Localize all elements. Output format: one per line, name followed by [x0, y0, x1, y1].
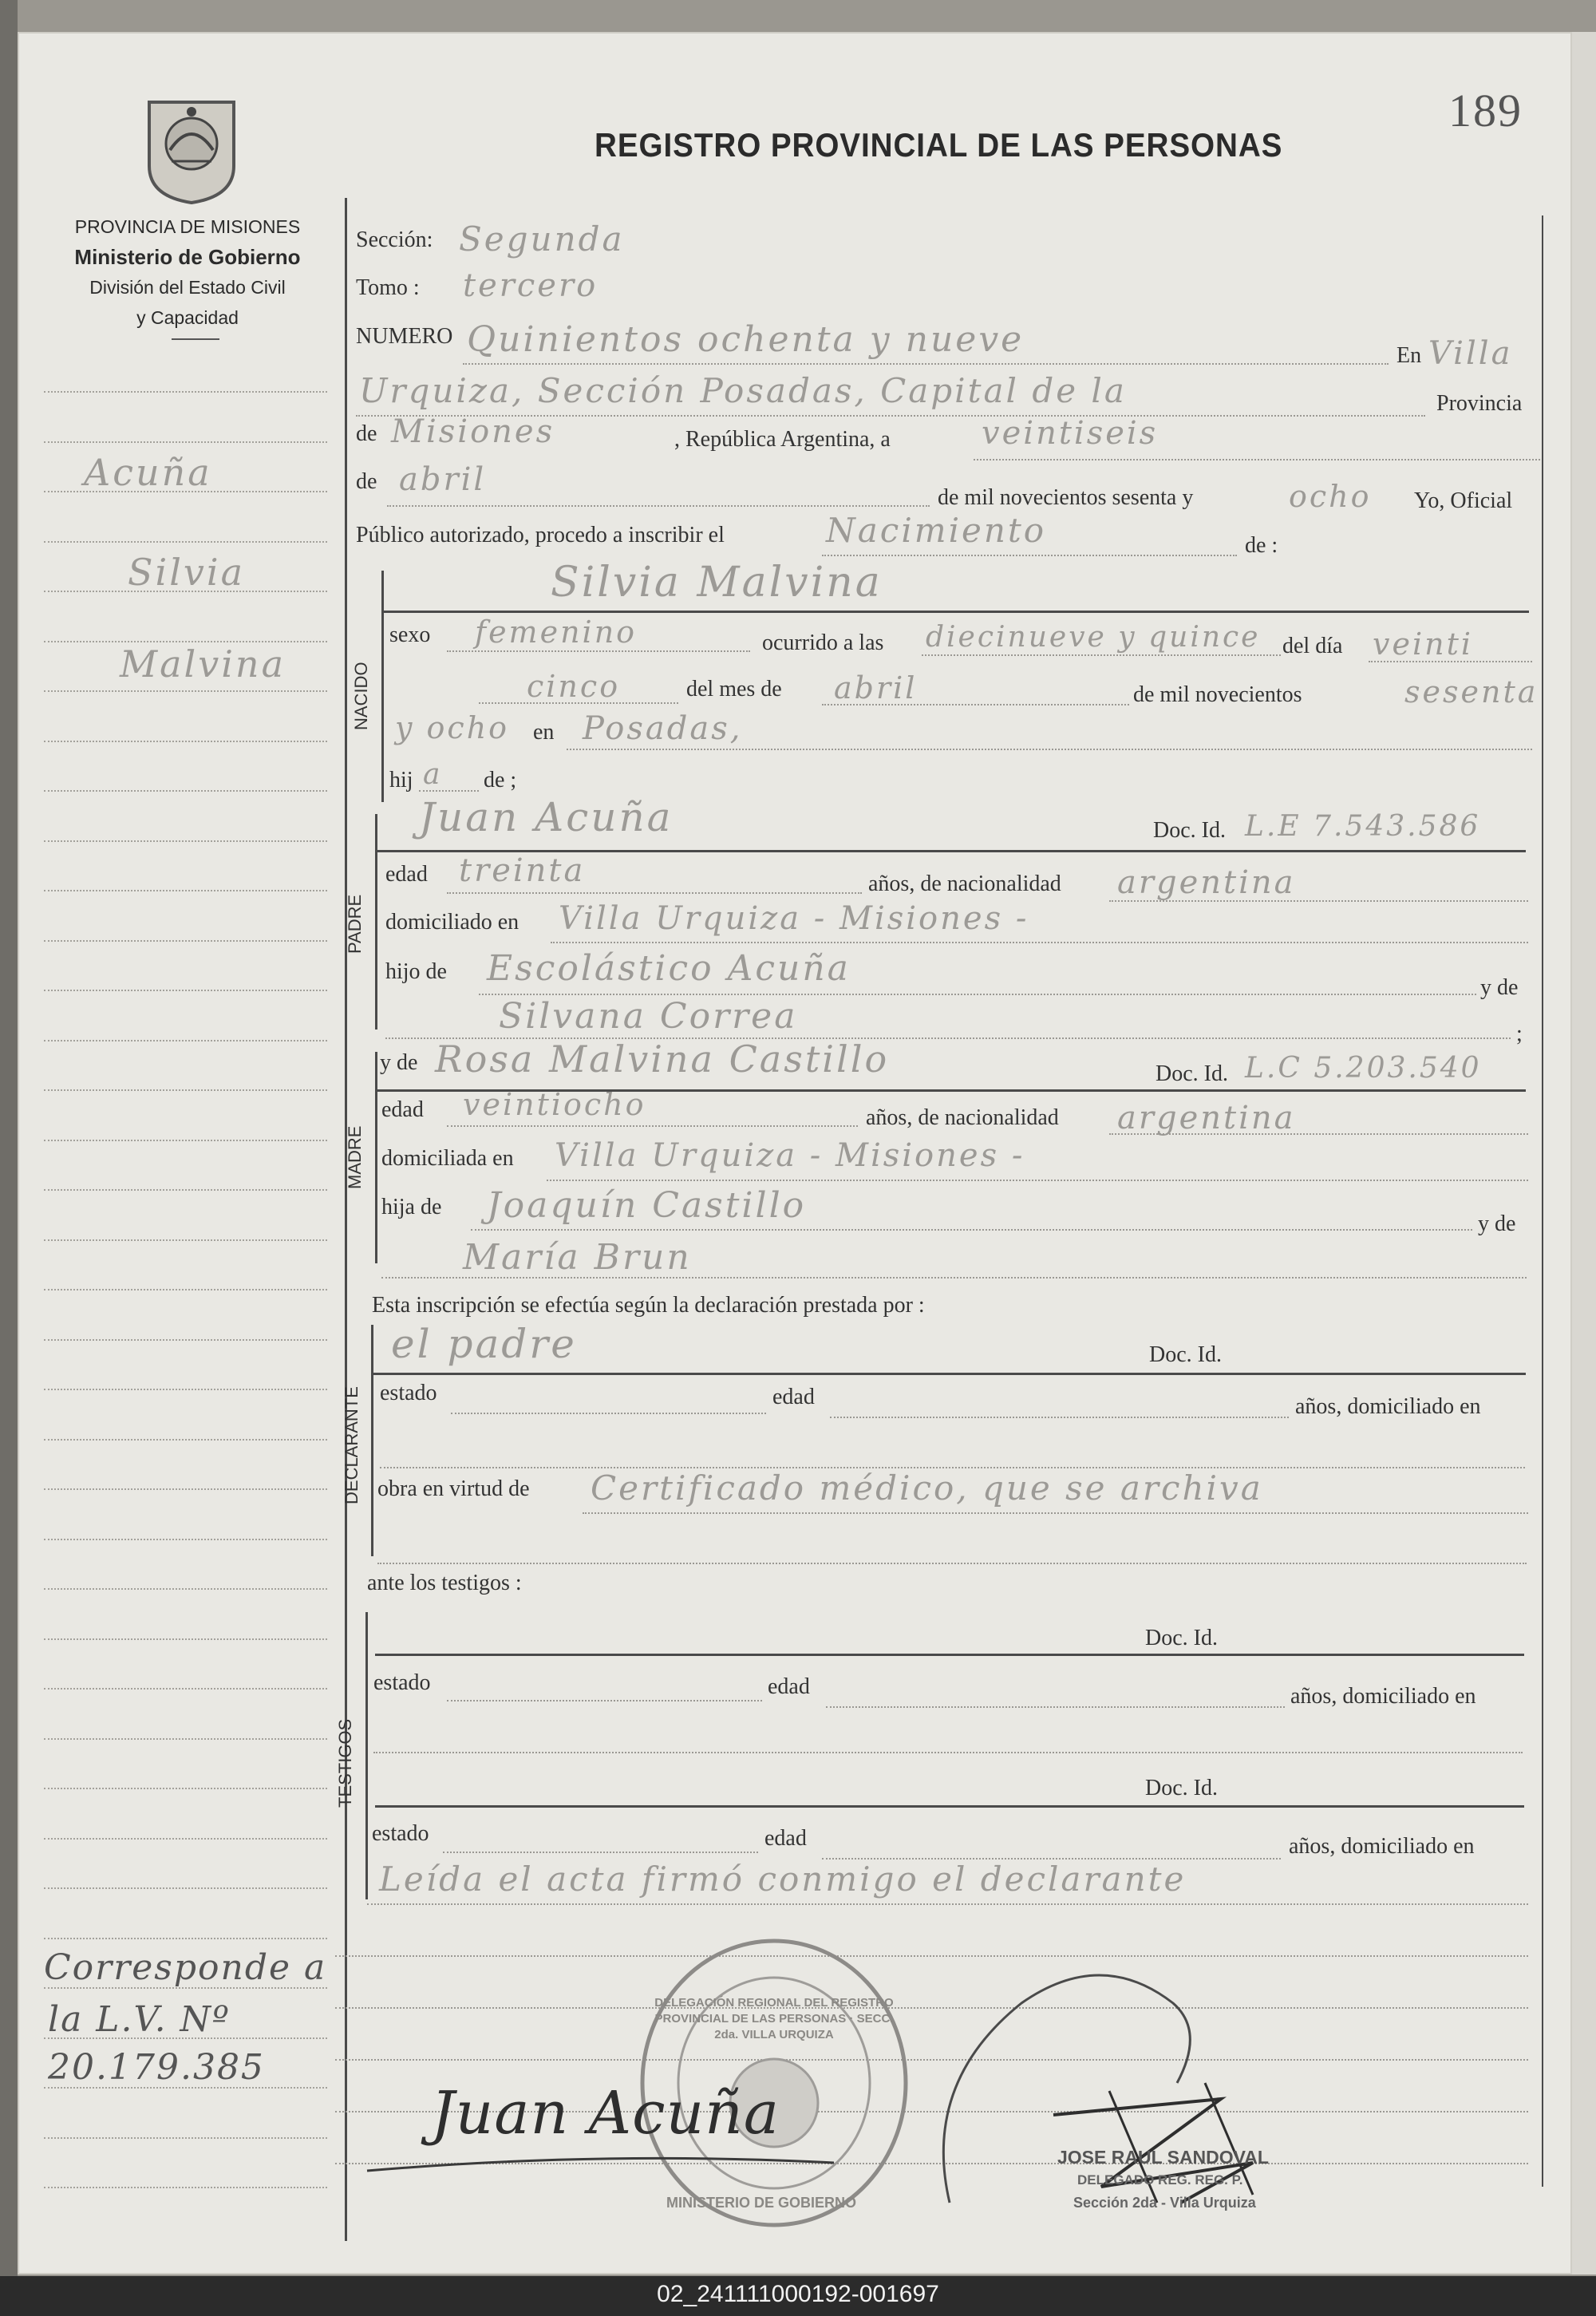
issuer-capacity: y Capacidad [136, 307, 239, 328]
label-sexo: sexo [389, 622, 431, 647]
label-padre-edad: edad [385, 862, 428, 887]
signature-scribble-icon [918, 1947, 1365, 2235]
value-madre-edad: veintiocho [463, 1087, 646, 1122]
label-de-mil-novecientos: de mil novecientos [1133, 682, 1302, 707]
label-de-semicolon: de ; [484, 768, 517, 792]
margin-surname: Acuña [84, 451, 212, 494]
value-padre-nombre: Juan Acuña [419, 794, 674, 840]
seal-icon [140, 94, 243, 206]
value-obra-virtud: Certificado médico, que se archiva [591, 1468, 1263, 1508]
label-testigo1-edad: edad [768, 1674, 810, 1699]
value-ano-nac-2: y ocho [395, 710, 510, 745]
label-padre-hijo-de: hijo de [385, 959, 447, 984]
label-publico: Público autorizado, procedo a inscribir el [356, 523, 725, 547]
label-madre-nacionalidad: años, de nacionalidad [866, 1105, 1059, 1130]
value-madre-doc: L.C 5.203.540 [1245, 1052, 1482, 1085]
label-declarante-anos-domiciliado: años, domiciliado en [1295, 1394, 1481, 1419]
label-esta-inscripcion: Esta inscripción se efectúa según la declaración prestada por : [372, 1293, 925, 1318]
label-madre-domicilio: domiciliada en [381, 1146, 514, 1171]
label-de-mes: de [356, 469, 377, 494]
value-mes: abril [399, 461, 487, 498]
value-seccion: Segunda [459, 219, 625, 259]
label-provincia: Provincia [1436, 391, 1523, 416]
label-de-provincia: de [356, 421, 377, 446]
value-dia-nac-1: veinti [1373, 626, 1474, 662]
label-testigo1-doc: Doc. Id. [1145, 1626, 1218, 1650]
page-edge [1572, 32, 1596, 2275]
nacido-top-rule [381, 611, 1529, 613]
declarante-top-rule [373, 1373, 1526, 1375]
label-seccion: Sección: [356, 227, 433, 252]
label-republica: , República Argentina, a [674, 427, 891, 452]
section-label-nacido: NACIDO [351, 662, 371, 730]
label-madre-y-de-final: y de [1478, 1211, 1516, 1236]
label-padre-y-de: y de [1480, 975, 1519, 1000]
stamp-bottom-text: MINISTERIO DE GOBIERNO [666, 2195, 857, 2211]
value-padre-domicilio: Villa Urquiza - Misiones - [559, 900, 1029, 937]
label-declarante-edad: edad [772, 1385, 815, 1409]
value-madre-padre: Joaquín Castillo [487, 1185, 807, 1226]
footer-image-id: 02_241111000192-001697 [657, 2281, 939, 2307]
issuer-block [40, 211, 335, 333]
label-ante-testigos: ante los testigos : [367, 1571, 522, 1595]
issuer-divider [172, 338, 219, 340]
label-padre-semicolon: ; [1516, 1022, 1523, 1046]
label-padre-doc: Doc. Id. [1153, 818, 1226, 843]
official-section: Sección 2da - Villa Urquiza [1073, 2195, 1256, 2211]
stamp-round-text: DELEGACIÓN REGIONAL DEL REGISTRO PROVINCIAL DE LAS PERSONAS · SECC. 2da. VILLA URQUIZA [654, 1996, 894, 2041]
label-madre-hija-de: hija de [381, 1195, 442, 1219]
signature-flourish [363, 2147, 842, 2179]
official-signature [918, 1947, 1365, 2235]
official-name: JOSE RAUL SANDOVAL [1057, 2147, 1269, 2168]
label-de-mil-novecientos-sesenta: de mil novecientos sesenta y [938, 485, 1194, 510]
label-madre-y-de: y de [380, 1050, 418, 1075]
label-del-dia: del día [1282, 634, 1343, 658]
label-madre-edad: edad [381, 1097, 424, 1122]
value-padre-nacionalidad: argentina [1117, 864, 1296, 901]
label-ocurrido: ocurrido a las [762, 630, 884, 655]
label-testigo1-estado: estado [373, 1670, 431, 1695]
value-padre-doc: L.E 7.543.586 [1245, 810, 1481, 843]
issuer-division: División del Estado Civil [89, 277, 286, 298]
madre-left-border [375, 1052, 377, 1263]
margin-correspondence-3: 20.179.385 [48, 2047, 265, 2088]
province-seal [140, 94, 243, 206]
label-testigo2-edad: edad [764, 1826, 807, 1851]
value-acto: Nacimiento [826, 511, 1047, 550]
value-padre-padre: Escolástico Acuña [487, 948, 851, 989]
label-testigo2-estado: estado [372, 1821, 429, 1846]
value-en-lugar: Villa [1428, 335, 1513, 372]
book-binding [0, 0, 18, 2316]
label-madre-doc: Doc. Id. [1156, 1061, 1228, 1086]
value-sexo: femenino [475, 615, 638, 650]
margin-name-1: Silvia [128, 551, 246, 594]
main-frame-left-border [345, 198, 347, 2241]
declarante-left-border [371, 1325, 373, 1556]
issuer-ministry: Ministerio de Gobierno [74, 245, 301, 269]
margin-name-2: Malvina [120, 642, 286, 686]
document-title: REGISTRO PROVINCIAL DE LAS PERSONAS [595, 126, 1283, 164]
label-padre-domicilio: domiciliado en [385, 910, 519, 935]
label-de-colon: de : [1245, 533, 1278, 558]
value-ano-nac-1: sesenta [1404, 674, 1539, 709]
section-label-padre: PADRE [345, 894, 365, 954]
value-padre-edad: treinta [459, 852, 586, 889]
issuer-province: PROVINCIA DE MISIONES [74, 216, 301, 237]
value-madre-domicilio: Villa Urquiza - Misiones - [555, 1137, 1025, 1174]
label-en: En [1396, 343, 1422, 368]
padre-left-border [375, 814, 377, 1030]
value-padre-madre: Silvana Correa [499, 996, 798, 1037]
value-ano: ocho [1289, 479, 1372, 514]
label-testigo2-doc: Doc. Id. [1145, 1776, 1218, 1800]
section-label-testigos: TESTIGOS [335, 1718, 355, 1808]
label-declarante-estado: estado [380, 1381, 437, 1405]
label-obra-virtud: obra en virtud de [377, 1476, 530, 1501]
label-tomo: Tomo : [356, 275, 420, 300]
label-del-mes: del mes de [686, 677, 782, 702]
value-nombre: Silvia Malvina [551, 559, 883, 607]
value-lugar-nac: Posadas, [583, 710, 743, 747]
label-numero: NUMERO [356, 324, 453, 349]
testigo2-rule [375, 1805, 1524, 1808]
value-provincia: Misiones [391, 413, 555, 450]
page-number: 189 [1448, 85, 1523, 136]
label-yo-oficial: Yo, Oficial [1414, 488, 1513, 513]
value-madre-nacionalidad: argentina [1117, 1100, 1296, 1136]
margin-correspondence-2: la L.V. Nº [48, 1999, 231, 2040]
value-lugar-line2: Urquiza, Sección Posadas, Capital de la [359, 371, 1127, 410]
official-title: DELEGADO REG. REG. P. [1077, 2172, 1243, 2188]
label-hij: hij [389, 768, 413, 792]
value-madre-madre: María Brun [463, 1237, 692, 1278]
value-dia-nac-2: cinco [527, 669, 621, 704]
label-en-lugar-nac: en [533, 720, 555, 745]
label-testigo2-anos-domiciliado: años, domiciliado en [1289, 1834, 1475, 1859]
value-cierre: Leída el acta firmó conmigo el declarante [379, 1860, 1187, 1899]
testigo1-rule [375, 1654, 1524, 1656]
value-numero: Quinientos ochenta y nueve [467, 319, 1025, 360]
signature-declarante: Juan Acuña [431, 2079, 780, 2148]
value-hora: diecinueve y quince [926, 621, 1261, 654]
label-declarante-doc: Doc. Id. [1149, 1342, 1222, 1367]
margin-correspondence-1: Corresponde a [44, 1947, 327, 1988]
value-tomo: tercero [463, 267, 598, 304]
testigos-left-border [365, 1612, 368, 1899]
section-label-declarante: DECLARANTE [342, 1386, 361, 1504]
main-frame-right-border [1542, 215, 1543, 2187]
value-hij-suffix: a [423, 758, 443, 791]
value-mes-nac: abril [834, 670, 918, 705]
nacido-left-border [381, 571, 384, 802]
value-madre-nombre: Rosa Malvina Castillo [435, 1037, 890, 1081]
value-dia: veintiseis [982, 415, 1159, 452]
value-declarante: el padre [391, 1321, 577, 1367]
section-label-madre: MADRE [345, 1125, 365, 1189]
label-testigo1-anos-domiciliado: años, domiciliado en [1290, 1684, 1476, 1709]
label-padre-nacionalidad: años, de nacionalidad [868, 871, 1061, 896]
